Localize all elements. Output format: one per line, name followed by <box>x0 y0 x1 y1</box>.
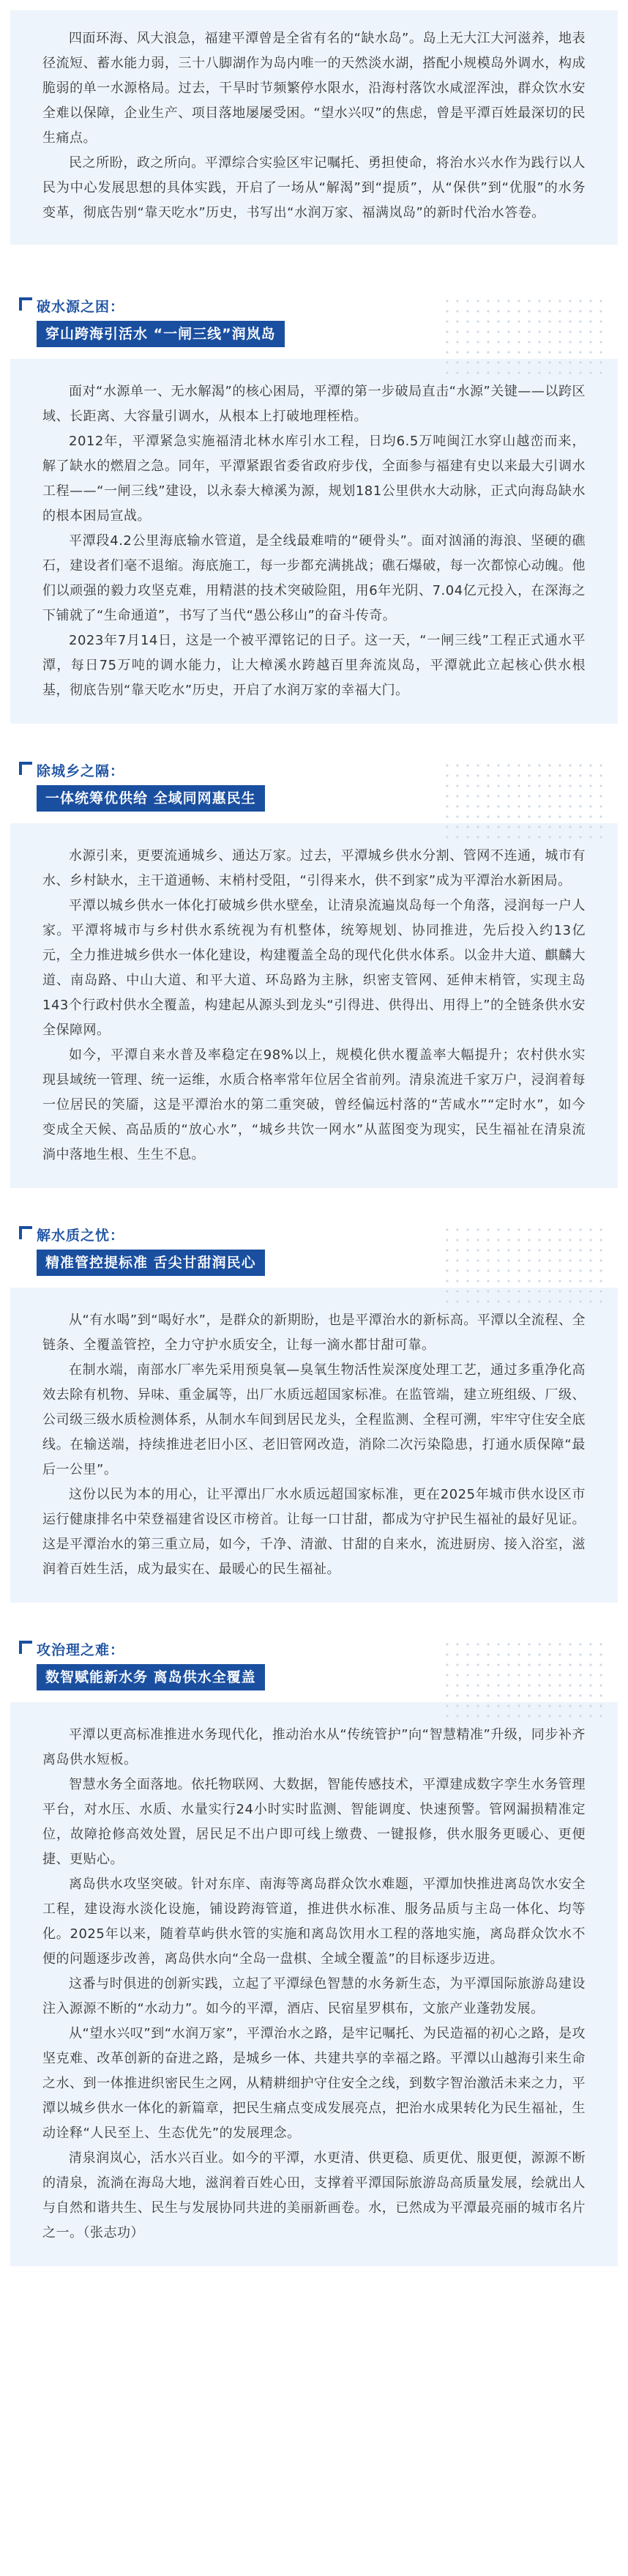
section-paragraph: 从“有水喝”到“喝好水”，是群众的新期盼，也是平潭治水的新标高。平潭以全流程、全链条、全覆盖管控，全力守护水质安全，让每一滴水都甘甜可靠。 <box>42 1313 586 1353</box>
section-paragraph: 清泉润岚心，活水兴百业。如今的平潭，水更清、供更稳、质更优、服更便，源源不断的清泉，流淌在海岛大地，滋润着百姓心田，支撑着平潭国际旅游岛高质量发展，绘就出人与自然和谐共生、民生与发展协同共进的美丽新画卷。水，已然成为平潭最亮丽的城市名片之一。（张志功） <box>42 2150 586 2241</box>
section-paragraph: 面对“水源单一、无水解渴”的核心困局，平潭的第一步破局直击“水源”关键——以跨区域、长距离、大容量引调水，从根本上打破地理桎梏。 <box>42 384 586 424</box>
section-paragraph: 智慧水务全面落地。依托物联网、大数据，智能传感技术，平潭建成数字孪生水务管理平台，对水压、水质、水量实行24小时实时监测、智能调度、快速预警。管网漏损精准定位，故障抢修高效处置，居民足不出户即可线上缴费、一键报修，供水服务更暖心、更便捷、更贴心。 <box>42 1777 586 1867</box>
section-paragraph: 平潭段4.2公里海底输水管道，是全线最难啃的“硬骨头”。面对汹涌的海浪、坚硬的礁石，建设者们毫不退缩。海底施工，每一步都充满挑战；礁石爆破，每一次都惊心动魄。他们以顽强的毅力攻坚克难，用精湛的技术突破险阻，用6年光阴、7.04亿元投入，在深海之下铺就了“生命通道”，书写了当代“愚公移山”的奋斗传奇。 <box>42 533 586 623</box>
section-governance <box>10 1639 618 2266</box>
section-title: 数智赋能新水务 离岛供水全覆盖 <box>37 1664 265 1690</box>
section-paragraph: 平潭以更高标准推进水务现代化，推动治水从“传统管护”向“智慧精准”升级，同步补齐离岛供水短板。 <box>42 1727 586 1767</box>
section-paragraph: 水源引来，更要流通城乡、通达万家。过去，平潭城乡供水分割、管网不连通，城市有水、乡村缺水，主干道通畅、末梢村受阻，“引得来水，供不到家”成为平潭治水新困局。 <box>42 848 586 888</box>
section-tag: 破水源之困： <box>37 299 125 315</box>
section-paragraph: 这番与时俱进的创新实践，立起了平潭绿色智慧的水务新生态，为平潭国际旅游岛建设注入源源不断的“水动力”。如今的平潭，酒店、民宿星罗棋布，文旅产业蓬勃发展。 <box>42 1976 586 2016</box>
section-body <box>10 1702 618 2266</box>
section-tag: 除城乡之隔： <box>37 763 125 779</box>
intro-paragraph: 四面环海、风大浪急，福建平潭曾是全省有名的“缺水岛”。岛上无大江大河滋养，地表径流短、蓄水能力弱，三十八脚湖作为岛内唯一的天然淡水湖，搭配小规模岛外调水，构成脆弱的单一水源格局。过去，干旱时节频繁停水限水，沿海村落饮水咸涩浑浊，群众饮水安全难以保障，企业生产、项目落地屡屡受困。“望水兴叹”的焦虑，曾是平潭百姓最深切的民生痛点。 <box>42 31 586 146</box>
section-heading <box>10 1639 618 1690</box>
section-body <box>10 359 618 724</box>
section-paragraph: 从“望水兴叹”到“水润万家”，平潭治水之路，是牢记嘱托、为民造福的初心之路，是攻坚克难、改革创新的奋进之路，是城乡一体、共建共享的幸福之路。平潭以山越海引来生命之水、到一体推进织密民生之网，从精耕细护守住安全之线，到数字智治激活未来之力，平潭以城乡供水一体化的新篇章，把民生痛点变成发展亮点，把治水成果转化为民生福祉，生动诠释“人民至上、生态优先”的发展理念。 <box>42 2026 586 2141</box>
corner-bracket-icon <box>19 1641 32 1654</box>
corner-bracket-icon <box>19 762 32 775</box>
section-water-source <box>10 296 618 724</box>
section-heading <box>10 1225 618 1276</box>
section-paragraph: 离岛供水攻坚突破。针对东庠、南海等离岛群众饮水难题，平潭加快推进离岛饮水安全工程，建设海水淡化设施，铺设跨海管道，推进供水标准、服务品质与主岛一体化、均等化。2025年以来，随着草屿供水管的实施和离岛饮用水工程的落地实施，离岛群众饮水不便的问题逐步改善，离岛供水向“全岛一盘棋、全域全覆盖”的目标逐步迈进。 <box>42 1877 586 1967</box>
section-paragraph: 这份以民为本的用心，让平潭出厂水水质远超国家标准，更在2025年城市供水设区市运行健康排名中荣登福建省设区市榜首。让每一口甘甜，都成为守护民生福祉的最好见证。这是平潭治水的第三重立局，如今，千净、清澈、甘甜的自来水，流进厨房、接入浴室，滋润着百姓生活，成为最实在、最暖心的民生福祉。 <box>42 1487 586 1577</box>
section-paragraph: 在制水端，南部水厂率先采用预臭氧—臭氧生物活性炭深度处理工艺，通过多重净化高效去除有机物、异味、重金属等，出厂水质远超国家标准。在监管端，建立班组级、厂级、公司级三级水质检测体系，从制水车间到居民龙头，全程监测、全程可溯，牢牢守住安全底线。在输送端，持续推进老旧小区、老旧管网改造，消除二次污染隐患，打通水质保障“最后一公里”。 <box>42 1362 586 1477</box>
section-title: 一体统筹优供给 全域同网惠民生 <box>37 785 265 812</box>
section-heading <box>10 296 618 347</box>
section-paragraph: 2012年，平潭紧急实施福清北林水库引水工程，日均6.5万吨闽江水穿山越峦而来，解了缺水的燃眉之急。同年，平潭紧跟省委省政府步伐，全面参与福建有史以来最大引调水工程——“一闸三线”建设，以永泰大樟溪为源，规划181公里供水大动脉，正式向海岛缺水的根本困局宣战。 <box>42 434 586 524</box>
intro-paragraph: 民之所盼，政之所向。平潭综合实验区牢记嘱托、勇担使命，将治水兴水作为践行以人民为中心发展思想的具体实践，开启了一场从“解渴”到“提质”，从“保供”到“优服”的水务变革，彻底告别“靠天吃水”历史，书写出“水润万家、福满岚岛”的新时代治水答卷。 <box>42 155 586 220</box>
section-tag: 攻治理之难： <box>37 1642 125 1658</box>
section-tag: 解水质之忧： <box>37 1228 125 1244</box>
section-body <box>10 823 618 1188</box>
section-paragraph: 如今，平潭自来水普及率稳定在98%以上，规模化供水覆盖率大幅提升；农村供水实现县域统一管理、统一运维，水质合格率常年位居全省前列。清泉流进千家万户，浸润着每一位居民的笑靥，这是平潭治水的第二重突破，曾经偏远村落的“苦咸水”“定时水”，如今变成全天候、高品质的“放心水”，“城乡共饮一网水”从蓝图变为现实，民生福祉在清泉流淌中落地生根、生生不息。 <box>42 1047 586 1162</box>
section-water-quality <box>10 1225 618 1603</box>
section-title: 精准管控提标准 舌尖甘甜润民心 <box>37 1250 265 1276</box>
section-paragraph: 2023年7月14日，这是一个被平潭铭记的日子。这一天，“一闸三线”工程正式通水平潭，每日75万吨的调水能力，让大樟溪水跨越百里奔流岚岛，平潭就此立起核心供水根基，彻底告别“靠天吃水”历史，开启了水润万家的幸福大门。 <box>42 633 586 698</box>
section-paragraph: 平潭以城乡供水一体化打破城乡供水壁垒，让清泉流遍岚岛每一个角落，浸润每一户人家。平潭将城市与乡村供水系统视为有机整体，统筹规划、协同推进，先后投入约13亿元，全力推进城乡供水一体化建设，构建覆盖全岛的现代化供水体系。以金井大道、麒麟大道、南岛路、中山大道、和平大道、环岛路为主脉，织密支管网、延伸末梢管，实现主岛143个行政村供水全覆盖，构建起从源头到龙头“引得进、供得出、用得上”的全链条供水安全保障网。 <box>42 898 586 1038</box>
section-heading <box>10 760 618 812</box>
corner-bracket-icon <box>19 1226 32 1239</box>
section-urban-rural <box>10 760 618 1188</box>
corner-bracket-icon <box>19 297 32 311</box>
intro-panel <box>10 10 618 245</box>
section-title: 穿山跨海引活水 “一闸三线”润岚岛 <box>37 321 285 347</box>
article-page <box>0 10 628 2266</box>
section-body <box>10 1288 618 1603</box>
